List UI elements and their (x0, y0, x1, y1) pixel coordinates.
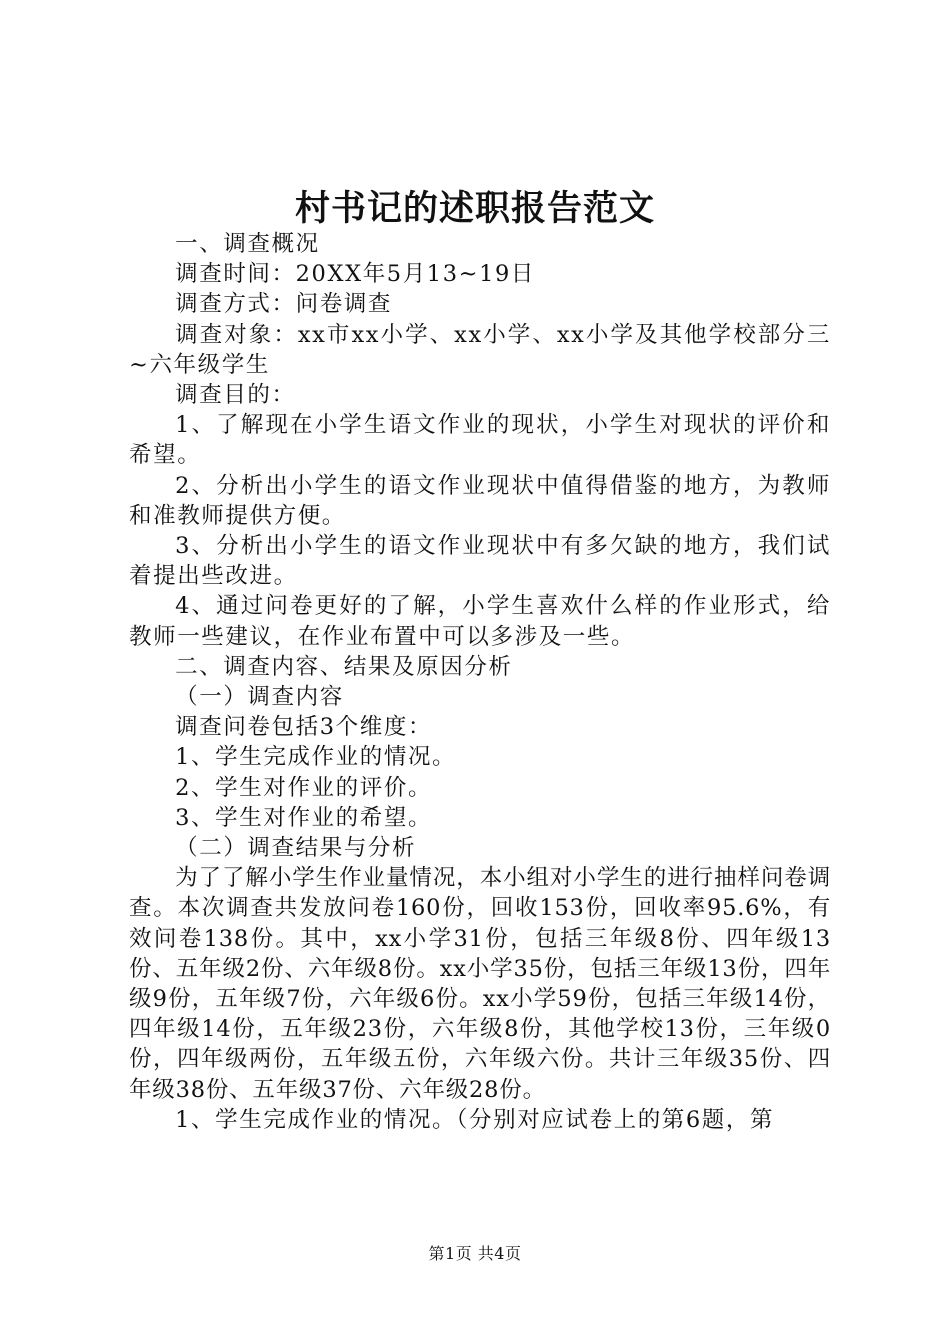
paragraph: 1、了解现在小学生语文作业的现状，小学生对现状的评价和希望。 (129, 412, 831, 469)
paragraph: 调查目的： (175, 382, 296, 409)
paragraph: 3、分析出小学生的语文作业现状中有多欠缺的地方，我们试着提出些改进。 (129, 533, 831, 590)
page-footer: 第1页 共4页 (428, 1244, 522, 1263)
paragraph: 2、分析出小学生的语文作业现状中值得借鉴的地方，为教师和准教师提供方便。 (129, 472, 831, 529)
paragraph: 调查方式：问卷调查 (175, 291, 393, 318)
paragraph: 4、通过问卷更好的了解，小学生喜欢什么样的作业形式，给教师一些建议，在作业布置中可以多涉及一些。 (129, 593, 831, 650)
paragraph: 调查时间：20XX年5月13~19日 (175, 261, 536, 288)
paragraph: 为了了解小学生作业量情况，本小组对小学生的进行抽样问卷调查。本次调查共发放问卷160份，回收153份，回收率95.6%，有效问卷138份。其中，xx小学31份，包括三年级8份、四年级13份、五年级2份、六年级8份。xx小学35份，包括三年级13份，四年级9份，五年级7份，六年级6份。xx小学59份，包括三年级14份，四年级14份，五年级23份，六年级8份，其他学校13份，三年级0份，四年级两份，五年级五份，六年级六份。共计三年级35份、四年级38份、五年级37份、六年级28份。 (129, 865, 831, 1103)
document-body (129, 229, 831, 1135)
paragraph: 1、学生完成作业的情况。（分别对应试卷上的第6题，第 (175, 1106, 775, 1133)
paragraph: 一、调查概况 (175, 231, 320, 257)
paragraph: 1、学生完成作业的情况。 (175, 744, 457, 771)
paragraph: 调查对象：xx市xx小学、xx小学、xx小学及其他学校部分三~六年级学生 (129, 321, 831, 378)
paragraph: （二）调查结果与分析 (175, 835, 417, 862)
paragraph: 2、学生对作业的评价。 (175, 774, 433, 801)
paragraph: 调查问卷包括3个维度： (175, 714, 433, 741)
paragraph: （一）调查内容 (175, 684, 344, 711)
paragraph: 二、调查内容、结果及原因分析 (175, 653, 513, 680)
document-title: 村书记的述职报告范文 (294, 188, 655, 229)
paragraph: 3、学生对作业的希望。 (175, 804, 433, 831)
